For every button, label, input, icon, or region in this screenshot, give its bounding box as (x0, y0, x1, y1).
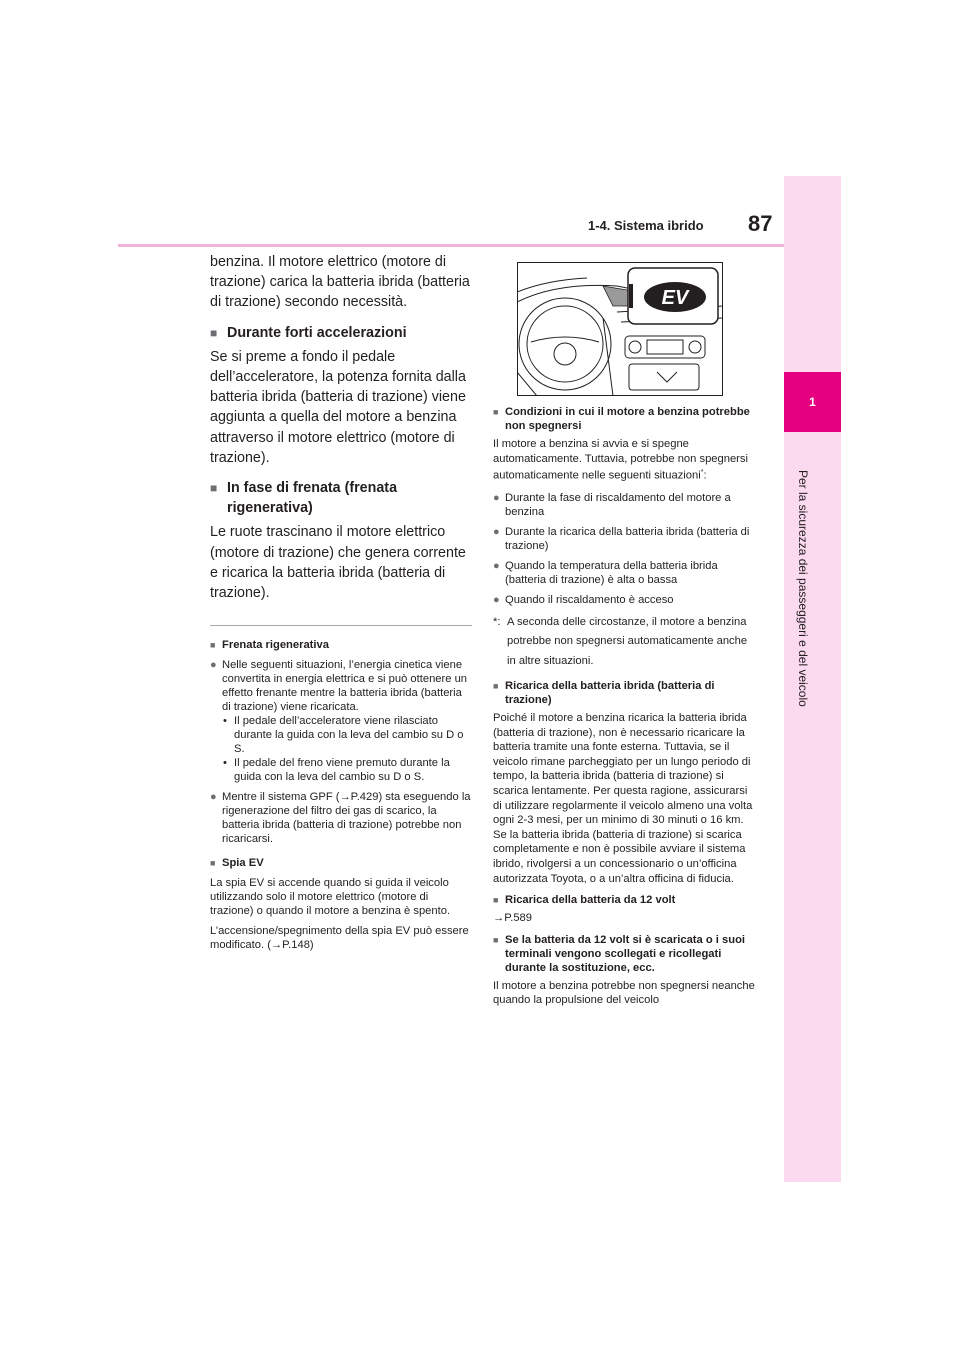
paragraph-ev-indicator: La spia EV si accende quando si guida il veicolo utilizzando solo il motore elettrico (motore di trazione) o quando il motore a benzina è spento. (210, 877, 451, 918)
left-column (210, 252, 472, 958)
intro-paragraph: benzina. Il motore elettrico (motore di trazione) carica la batteria ibrida (batteria di trazione) secondo necessità. (210, 254, 470, 311)
list-item: ● Quando il riscaldamento è acceso (493, 593, 756, 607)
sub-list-item: • Il pedale dell’acceleratore viene rilasciato durante la guida con la leva del cambio su D o S. (222, 714, 472, 756)
sub-list-item: • Il pedale del freno viene premuto durante la guida con la leva del cambio su D o S. (222, 756, 472, 784)
header-rule (118, 244, 784, 247)
list-item: ● Mentre il sistema GPF (→P.429) sta eseguendo la rigenerazione del filtro dei gas di scarico, la batteria ibrida (batteria di trazione) potrebbe non ricaricarsi. (210, 790, 472, 846)
paragraph-12v-battery-disconnected: Il motore a benzina potrebbe non spegnersi neanche quando la propulsione del veicolo (493, 979, 755, 1007)
heading-engine-not-stopping: ■ Condizioni in cui il motore a benzina potrebbe non spegnersi (493, 405, 756, 433)
heading-acceleration: ■ Durante forti accelerazioni (210, 323, 472, 343)
heading-braking: ■ In fase di frenata (frenata rigenerativa) (210, 478, 472, 518)
right-column (493, 405, 756, 1015)
paragraph-braking: Le ruote trascinano il motore elettrico (motore di trazione) che genera corrente e ricarica la batteria ibrida (batteria di trazione). (210, 524, 466, 602)
heading-12v-battery-disconnected: ■ Se la batteria da 12 volt si è scaricata o i suoi terminali vengono scollegati e ricollegati durante la sostituzione, ecc. (493, 933, 756, 975)
ev-badge-label: EV (661, 287, 689, 309)
heading-hybrid-battery-charging: ■ Ricarica della batteria ibrida (batteria di trazione) (493, 679, 756, 707)
dashboard-illustration (517, 262, 723, 396)
list-item: ● Durante la ricarica della batteria ibrida (batteria di trazione) (493, 525, 756, 553)
paragraph-engine-not-stopping: Il motore a benzina si avvia e si spegne automaticamente. Tuttavia, potrebbe non spegnersi automaticamente nelle seguenti situazioni*: (493, 438, 748, 482)
chapter-number: 1 (784, 372, 841, 432)
paragraph-hybrid-battery-charging: Poiché il motore a benzina ricarica la batteria ibrida (batteria di trazione), non è necessario ricaricare la batteria tramite una fonte esterna. Tuttavia, se il veicolo rimane parcheggiato per un lungo periodo di tempo, la batteria ibrida (batteria di trazione) si scarica lentamente. Per questa ragione, assicurarsi di utilizzare regolarmente il veicolo almeno una volta ogni 2-3 mesi, per un minimo di 30 minuti o 16 km. Se la batteria ibrida (batteria di trazione) si scarica completamente e non è possibile avviare il sistema ibrido, rivolgersi a un concessionario o un’officina autorizzata Toyota, o a un’altra officina di fiducia. (493, 712, 753, 885)
page-number: 87 (748, 211, 773, 236)
paragraph-ev-settings: L’accensione/spegnimento della spia EV può essere modificato. (→P.148) (210, 925, 469, 952)
footnote-mark: *: (493, 615, 501, 628)
footnote: *: A seconda delle circostanze, il motore a benzina potrebbe non spegnersi automaticamente anche in altre situazioni. (493, 613, 756, 672)
heading-ev-indicator: ■ Spia EV (210, 856, 472, 870)
chapter-title: Per la sicurezza dei passeggeri e del veicolo (796, 470, 810, 707)
section-title: 1-4. Sistema ibrido (588, 218, 704, 233)
list-item: ● Quando la temperatura della batteria ibrida (batteria di trazione) è alta o bassa (493, 559, 756, 587)
section-divider (210, 625, 472, 626)
list-item: ● Nelle seguenti situazioni, l’energia cinetica viene convertita in energia elettrica e si può ottenere un effetto frenante mentre la batteria ibrida (batteria di trazione) viene ricaricata. • Il pedale dell’acceleratore viene rilasciato durante la guida con la leva del cambio su D o S. • Il pedale del freno viene premuto durante la guida con la leva del cambio su D o S. (210, 658, 472, 784)
list-item: ● Durante la fase di riscaldamento del motore a benzina (493, 491, 756, 519)
paragraph-acceleration: Se si preme a fondo il pedale dell’acceleratore, la potenza fornita dalla batteria ibrida (batteria di trazione) viene aggiunta a quella del motore a benzina attraverso il motore elettrico (motore di trazione). (210, 348, 466, 466)
heading-regenerative-braking: ■ Frenata rigenerativa (210, 638, 472, 652)
heading-12v-battery-charging: ■ Ricarica della batteria da 12 volt (493, 893, 756, 907)
page-reference: →P.589 (493, 912, 532, 925)
